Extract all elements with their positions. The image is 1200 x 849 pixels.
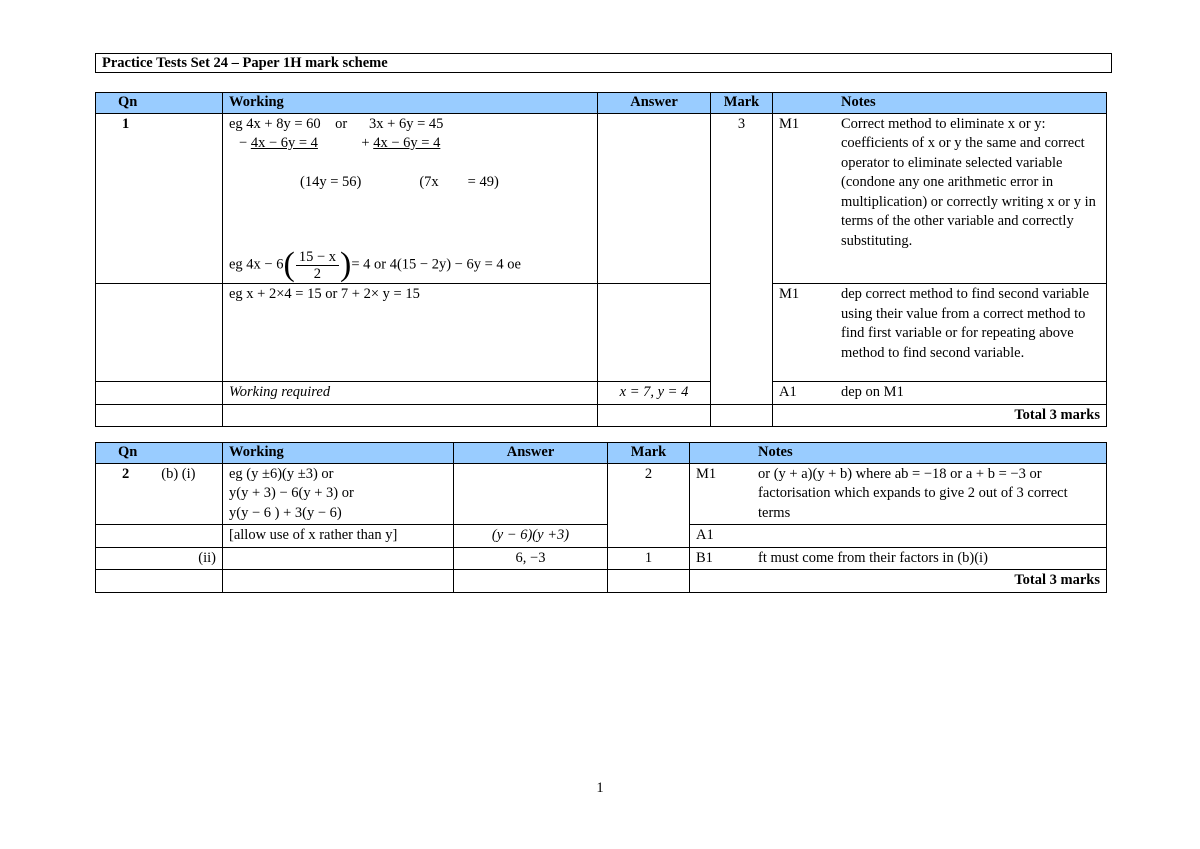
working-line: eg 4x + 8y = 60 or 3x + 6y = 45 (229, 115, 444, 132)
total-marks: Total 3 marks (773, 404, 1107, 427)
header-mark: Mark (608, 443, 690, 464)
mark-code: M1 (696, 465, 717, 482)
mark-code: A1 (779, 384, 797, 400)
header-qn: Qn (96, 443, 223, 464)
question-1-table (95, 92, 1107, 427)
question-number: 2 (b) (i) (96, 463, 223, 525)
working-line: eg 4x − 6( $\frac{15 - x}{2}$ )= 4 or 4(15 − 2y) − 6y = 4 oe (229, 246, 521, 283)
header-working: Working (223, 93, 598, 114)
working-line: − 4x − 6y = 4 + 4x − 6y = 4 (239, 135, 441, 151)
fraction: $\frac{15 - x}{2}$ (296, 249, 339, 282)
working-cell (223, 113, 598, 284)
mark-cell: 3 (711, 113, 773, 404)
working-cell: Working required (223, 382, 598, 405)
table-row (96, 113, 1107, 284)
page-title: Practice Tests Set 24 – Paper 1H mark scheme (95, 53, 1112, 73)
working-cell: eg x + 2×4 = 15 or 7 + 2× y = 15 (223, 284, 598, 382)
note-text: dep on M1 (841, 384, 904, 400)
total-marks: Total 3 marks (690, 570, 1107, 593)
question-part: (ii) (96, 547, 223, 570)
note-text: ft must come from their factors in (b)(i) (758, 549, 988, 566)
note-text: dep correct method to find second variable using their value from a correct method to find first variable or for repeating above method to find second variable. (841, 286, 1090, 361)
page-number: 1 (596, 780, 604, 796)
header-answer: Answer (598, 93, 711, 114)
notes-cell (773, 284, 1107, 382)
question-2-table (95, 442, 1107, 593)
answer-cell (598, 284, 711, 382)
header-working: Working (223, 443, 454, 464)
mark-code: B1 (696, 549, 713, 566)
question-number: 1 (96, 113, 223, 284)
mark-cell: 1 (608, 547, 690, 570)
working-cell: [allow use of x rather than y] (223, 525, 454, 548)
notes-cell (773, 113, 1107, 284)
table-header-row (96, 443, 1107, 464)
working-cell: eg (y ±6)(y ±3) or y(y + 3) − 6(y + 3) or y(y − 6 ) + 3(y − 6) (223, 463, 454, 525)
answer-cell (598, 113, 711, 284)
notes-cell (690, 525, 1107, 548)
header-mark: Mark (711, 93, 773, 114)
note-text: Correct method to eliminate x or y: coefficients of x or y the same and correct operator to eliminate selected variable (condone any one arithmetic error in multiplication) or correctly writing x or y in terms of the other variable and correctly substituting. (841, 115, 1096, 249)
table-row (96, 404, 1107, 427)
mark-cell: 2 (608, 463, 690, 547)
mark-code: M1 (779, 286, 800, 302)
notes-cell (690, 547, 1107, 570)
table-row (96, 463, 1107, 525)
working-line: (14y = 56) (7x = 49) (300, 174, 499, 190)
mark-code: A1 (696, 527, 714, 543)
header-notes: Notes (690, 443, 1107, 464)
answer-cell (454, 463, 608, 525)
answer-cell: 6, −3 (454, 547, 608, 570)
note-text: or (y + a)(y + b) where ab = −18 or a + b = −3 or factorisation which expands to give 2 out of 3 correct terms (758, 465, 1068, 521)
table-row (96, 547, 1107, 570)
header-qn: Qn (96, 93, 223, 114)
table-row (96, 570, 1107, 593)
header-notes: Notes (773, 93, 1107, 114)
notes-cell (690, 463, 1107, 525)
answer-cell: (y − 6)(y +3) (454, 525, 608, 548)
table-row (96, 284, 1107, 382)
mark-code: M1 (779, 115, 800, 132)
answer-cell: x = 7, y = 4 (598, 382, 711, 405)
table-header-row (96, 93, 1107, 114)
table-row (96, 525, 1107, 548)
header-answer: Answer (454, 443, 608, 464)
notes-cell (773, 382, 1107, 405)
table-row (96, 382, 1107, 405)
